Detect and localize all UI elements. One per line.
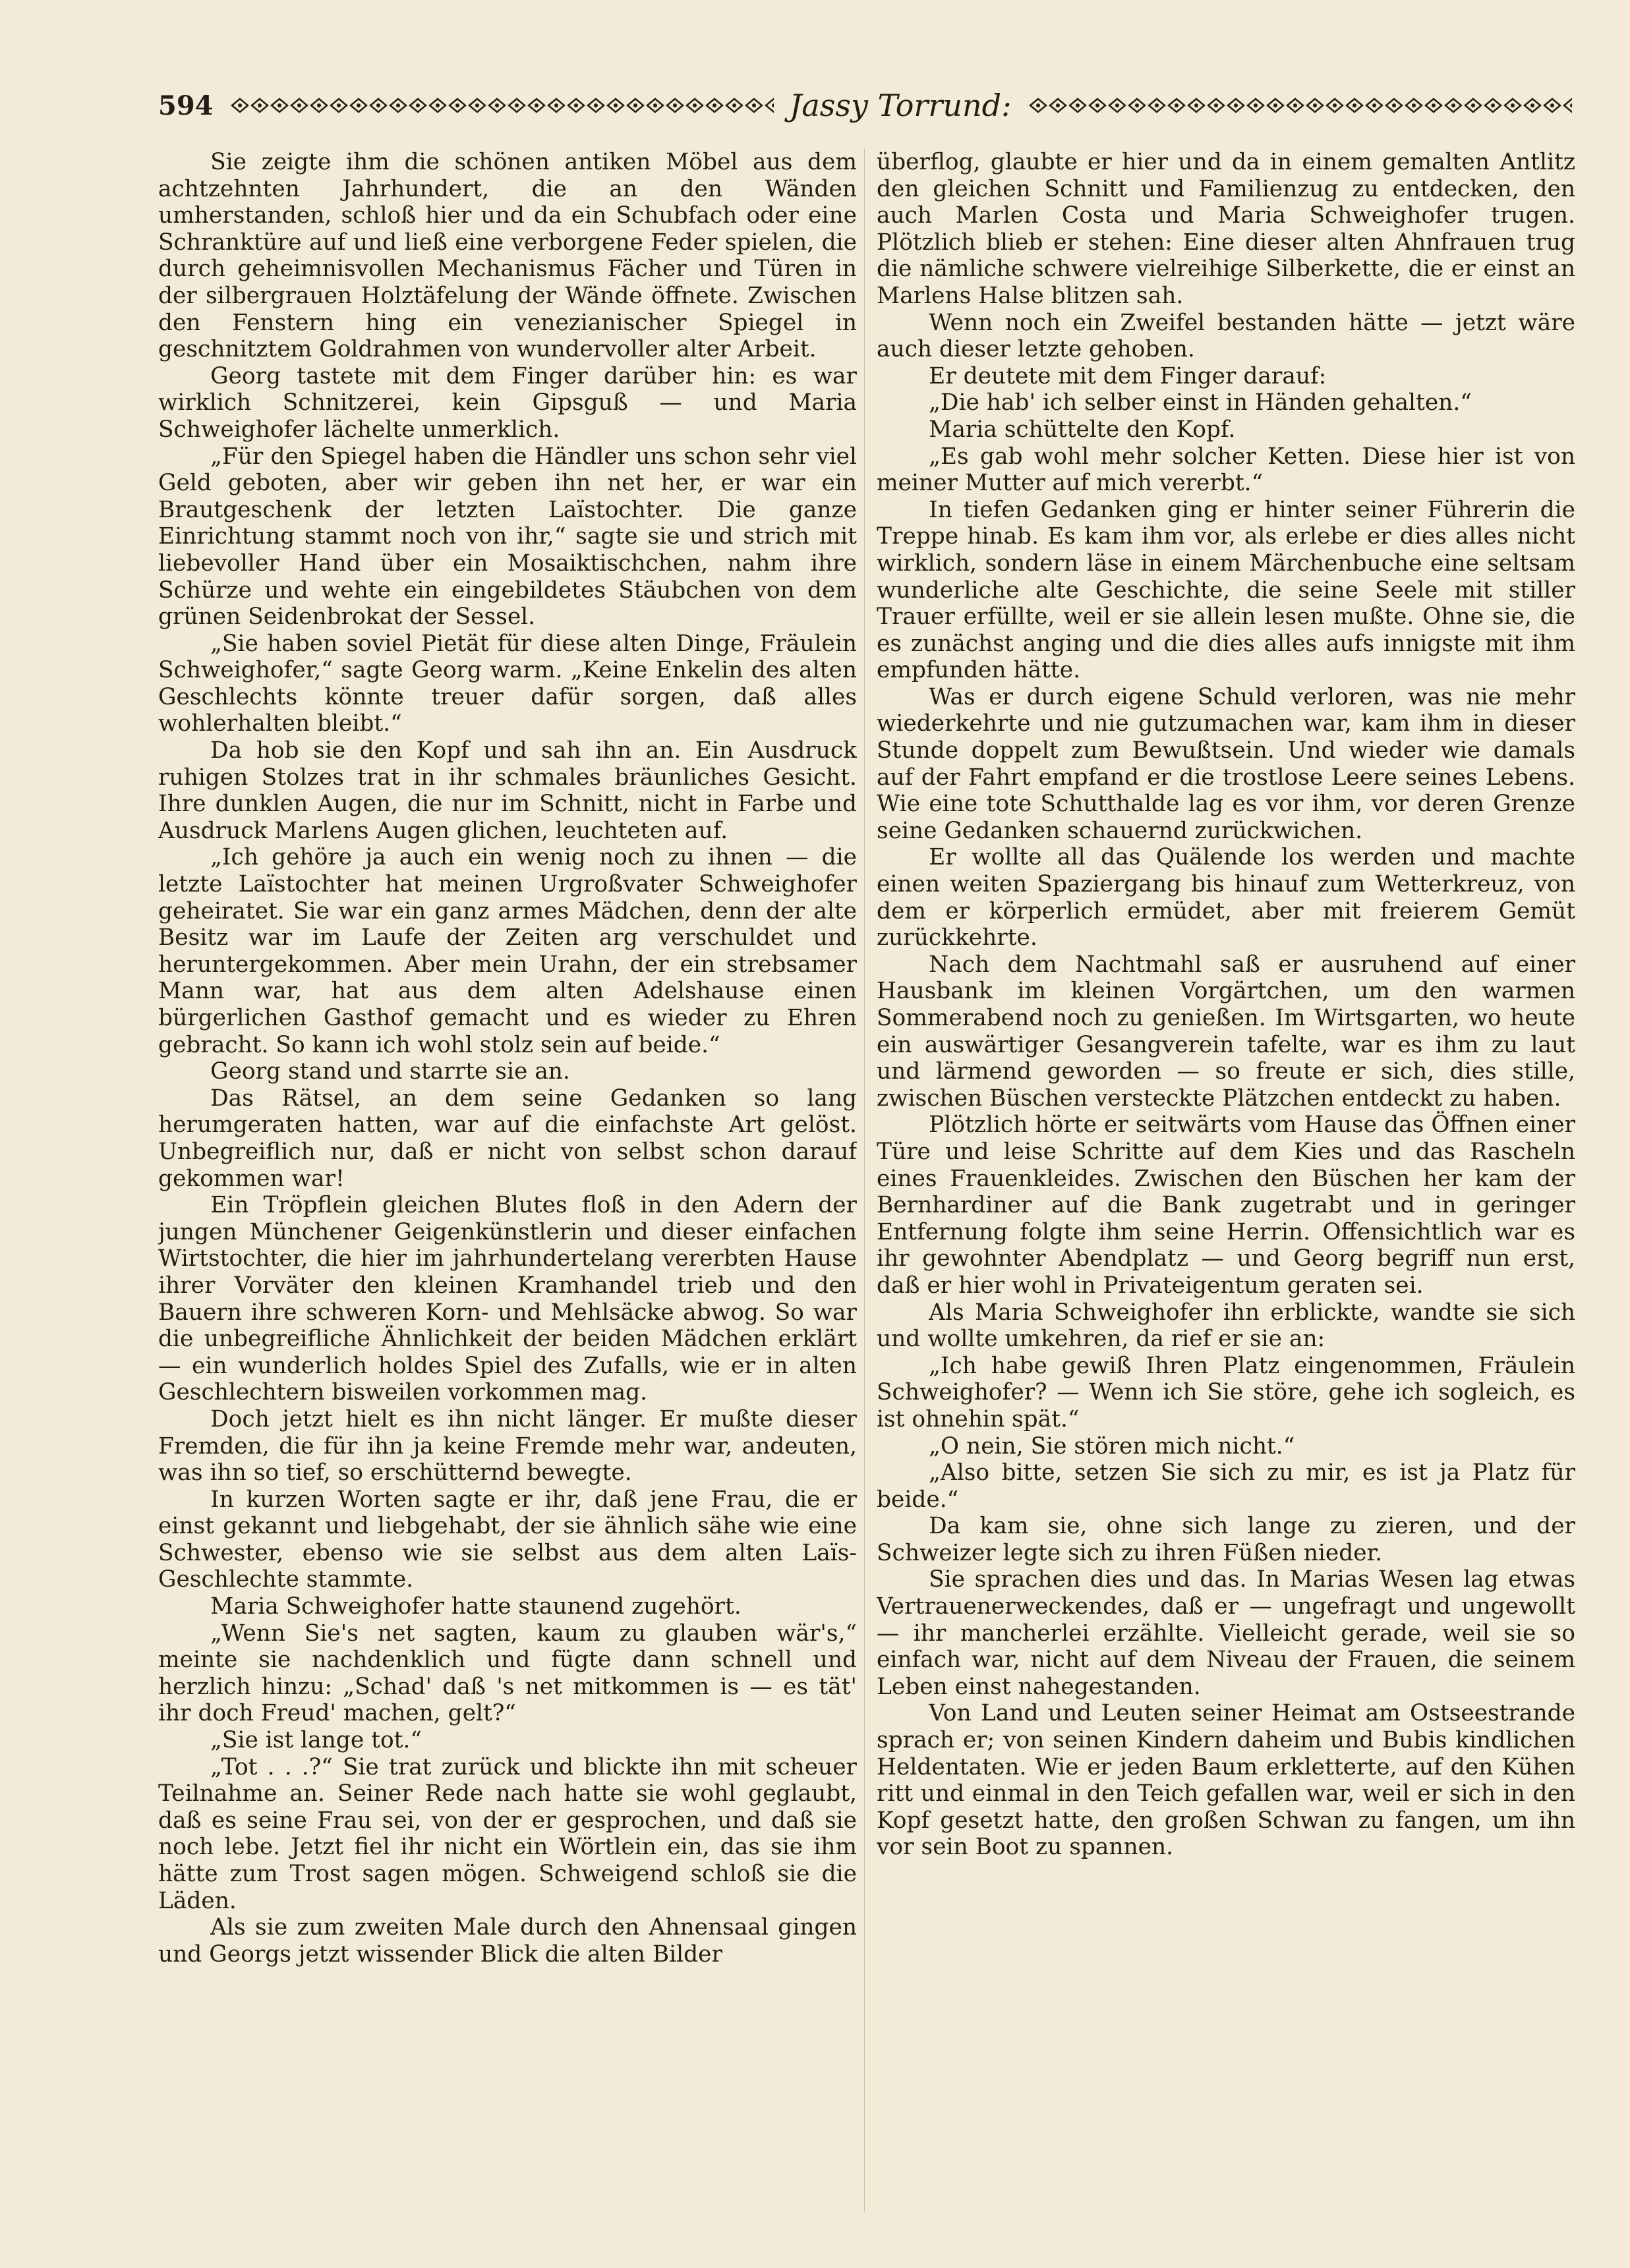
paragraph: „Also bitte, setzen Sie sich zu mir, es ist ja Platz für beide.“ <box>877 1460 1575 1513</box>
ornament-dot <box>1491 103 1495 107</box>
ornament-dot <box>1273 103 1277 107</box>
paragraph: Von Land und Leuten seiner Heimat am Ostseestrande sprach er; von seinen Kindern daheim und Bubis kindlichen Heldentaten. Wie er jeden Baum erkletterte, auf den Kühen ritt und einmal in den Teich gefallen war, weil er sich in den Kopf gesetzt hatte, den großen Schwan zu fangen, um ihn vor sein Boot zu spannen. <box>877 1700 1575 1861</box>
ornament-dot <box>297 103 301 107</box>
ornament-dot <box>1412 103 1416 107</box>
paragraph: „O nein, Sie stören mich nicht.“ <box>929 1432 1295 1460</box>
ornament-dot <box>1194 103 1198 107</box>
paragraph: Georg stand und starrte sie an. <box>210 1058 570 1085</box>
ornament-dot <box>337 103 341 107</box>
ornament-dot <box>732 103 736 107</box>
paragraph: Das Rätsel, an dem seine Gedanken so lang herumgeraten hatten, war auf die einfachste Art gelöst. Unbegreiflich nur, daß er nicht von selbst schon darauf gekommen war! <box>158 1085 857 1192</box>
page-number: 594 <box>158 90 214 121</box>
ornament-dot <box>1095 103 1099 107</box>
ornament-dot <box>1234 103 1238 107</box>
paragraph: Maria schüttelte den Kopf. <box>929 416 1236 443</box>
ornament-dot <box>455 103 459 107</box>
ornament-dot <box>1214 103 1218 107</box>
running-header <box>158 84 1572 127</box>
ornament-dot <box>1451 103 1455 107</box>
ornament-dot <box>1372 103 1376 107</box>
paragraph: Wenn noch ein Zweifel bestanden hätte — jetzt wäre auch dieser letzte gehoben. <box>877 309 1575 363</box>
ornament-dot <box>713 103 716 107</box>
ornament-dot <box>1115 103 1119 107</box>
paragraph: Georg tastete mit dem Finger darüber hin: es war wirklich Schnitzerei, kein Gipsguß — und Maria Schweighofer lächelte unmerklich. <box>158 362 857 443</box>
paragraph: „Sie ist lange tot.“ <box>210 1727 422 1754</box>
paragraph: Da kam sie, ohne sich lange zu zieren, und der Schweizer legte sich zu ihren Füßen nieder. <box>877 1513 1575 1566</box>
paragraph: „Sie haben soviel Pietät für diese alten Dinge, Fräulein Schweighofer,“ sagte Georg warm. „Keine Enkelin des alten Geschlechts könnte treuer dafür sorgen, daß alles wohlerhalten bleibt.“ <box>158 630 857 737</box>
ornament-dot <box>1550 103 1554 107</box>
paragraph: Doch jetzt hielt es ihn nicht länger. Er mußte dieser Fremden, die für ihn ja keine Fremde mehr war, andeuten, was ihn so tief, so erschütternd bewegte. <box>158 1405 857 1487</box>
ornament-dot <box>653 103 657 107</box>
paragraph: Als Maria Schweighofer ihn erblickte, wandte sie sich und wollte umkehren, da rief er sie an: <box>877 1299 1575 1353</box>
paragraph: Plötzlich hörte er seitwärts vom Hause das Öffnen einer Türe und leise Schritte auf dem Kies und das Rascheln eines Frauenkleides. Zwischen den Büschen her kam der Bernhardiner auf die Bank zugetrabt und in geringer Entfernung folgte ihm seine Herrin. Offensichtlich war es ihr gewohnter Abendplatz — und Georg begriff nun erst, daß er hier wohl in Privateigentum geraten sei. <box>877 1112 1575 1299</box>
ornament-dot <box>1570 103 1572 107</box>
ornament-dot <box>475 103 479 107</box>
text-column-left <box>158 149 857 2211</box>
ornament-dot <box>772 103 774 107</box>
ornament-dot <box>1056 103 1060 107</box>
paragraph: Da hob sie den Kopf und sah ihn an. Ein Ausdruck ruhigen Stolzes trat in ihr schmales bräunliches Gesicht. Ihre dunklen Augen, die nur im Schnitt, nicht in Farbe und Ausdruck Marlens Augen glichen, leuchteten auf. <box>158 737 857 844</box>
running-title: Jassy Torrund: <box>789 88 1012 123</box>
ornament-dot <box>1530 103 1534 107</box>
ornament-dot <box>277 103 281 107</box>
column-gutter <box>864 149 865 2211</box>
ornament-dot <box>357 103 361 107</box>
ornament-dot <box>633 103 637 107</box>
ornament-dot <box>614 103 618 107</box>
ornament-diamonds-right <box>1028 97 1572 114</box>
ornament-dot <box>1333 103 1337 107</box>
ornament-dot <box>1313 103 1317 107</box>
paragraph: „Tot . . .?“ Sie trat zurück und blickte ihn mit scheuer Teilnahme an. Seiner Rede nach hatte sie wohl geglaubt, daß es seine Frau sei, von der er gesprochen, und daß sie noch lebe. Jetzt fiel ihr nicht ein Wörtlein ein, das sie ihm hätte zum Trost sagen mögen. Schweigend schloß sie die Läden. <box>158 1753 857 1914</box>
ornament-dot <box>396 103 400 107</box>
ornament-dot <box>376 103 380 107</box>
ornament-dot <box>1135 103 1139 107</box>
ornament-dot <box>1076 103 1080 107</box>
ornament-dot <box>515 103 519 107</box>
paragraph: „Ich habe gewiß Ihren Platz eingenommen, Fräulein Schweighofer? — Wenn ich Sie störe, gehe ich sogleich, es ist ohnehin spät.“ <box>877 1352 1575 1432</box>
paragraph: In tiefen Gedanken ging er hinter seiner Führerin die Treppe hinab. Es kam ihm vor, als erlebe er dies alles nicht wirklich, sondern läse in einem Märchenbuche eine seltsam wunderliche alte Geschichte, die seine Seele mit stiller Trauer erfüllte, weil er sie allein lesen mußte. Ohne sie, die es zunächst anging und die dies alles aufs innigste mit ihm empfunden hätte. <box>877 496 1575 684</box>
ornament-dot <box>554 103 558 107</box>
paragraph-continued: überflog, glaubte er hier und da in einem gemalten Antlitz den gleichen Schnitt und Familienzug zu entdecken, den auch Marlen Costa und Maria Schweighofer trugen. Plötzlich blieb er stehen: Eine dieser alten Ahnfrauen trug die nämliche schwere vielreihige Silberkette, die er einst an Marlens Halse blitzen sah. <box>877 149 1575 309</box>
ornament-dot <box>1392 103 1396 107</box>
ornament-dot <box>1471 103 1475 107</box>
paragraph: „Ich gehöre ja auch ein wenig noch zu ihnen — die letzte Laïstochter hat meinen Urgroßvater Schweighofer geheiratet. Sie war ein ganz armes Mädchen, denn der alte Besitz war im Laufe der Zeiten arg verschuldet und heruntergekommen. Aber mein Urahn, der ein strebsamer Mann war, hat aus dem alten Adelshause einen bürgerlichen Gasthof gemacht und es wieder zu Ehren gebracht. So kann ich wohl stolz sein auf beide.“ <box>158 844 857 1058</box>
paragraph: „Die hab' ich selber einst in Händen gehalten.“ <box>929 389 1472 416</box>
paragraph: Nach dem Nachtmahl saß er ausruhend auf einer Hausbank im kleinen Vorgärtchen, um den warmen Sommerabend noch zu genießen. Im Wirtsgarten, wo heute ein auswärtiger Gesangverein tafelte, war es ihm zu laut und lärmend geworden — so freute er sich, dies stille, zwischen Büschen versteckte Plätzchen entdeckt zu haben. <box>877 951 1575 1112</box>
ornament-dot <box>693 103 697 107</box>
ornament-dot <box>1293 103 1297 107</box>
paragraph: Maria Schweighofer hatte staunend zugehört. <box>210 1593 742 1620</box>
paragraph: „Wenn Sie's net sagten, kaum zu glauben wär's,“ meinte sie nachdenklich und fügte dann schnell und herzlich hinzu: „Schad' daß 's net mitkommen is — es tät' ihr doch Freud' machen, gelt?“ <box>158 1620 857 1727</box>
ornament-dot <box>594 103 598 107</box>
ornament-dot <box>673 103 677 107</box>
paragraph: „Für den Spiegel haben die Händler uns schon sehr viel Geld geboten, aber wir geben ihn net her, er war ein Brautgeschenk der letzten Laïstochter. Die ganze Einrichtung stammt noch von ihr,“ sagte sie und strich mit liebevoller Hand über ein Mosaiktischchen, nahm ihre Schürze und wehte ein eingebildetes Stäubchen von dem grünen Seidenbrokat der Sessel. <box>158 443 857 631</box>
ornament-dot <box>1175 103 1179 107</box>
ornament-dot <box>436 103 440 107</box>
ornament-dot <box>495 103 499 107</box>
ornament-diamonds-left <box>229 97 774 114</box>
ornament-rule-left <box>229 97 774 114</box>
ornament-dot <box>1432 103 1436 107</box>
ornament-dot <box>574 103 578 107</box>
ornament-dot <box>752 103 756 107</box>
ornament-dot <box>258 103 262 107</box>
ornament-rule-right <box>1028 97 1572 114</box>
paragraph: Sie sprachen dies und das. In Marias Wesen lag etwas Vertrauenerweckendes, daß er — ungefragt und ungewollt — ihr mancherlei erzählte. Vielleicht gerade, weil sie so einfach war, nicht auf dem Niveau der Frauen, die seinem Leben einst nahegestanden. <box>877 1566 1575 1700</box>
ornament-dot <box>1254 103 1258 107</box>
ornament-dot <box>1036 103 1040 107</box>
ornament-dot <box>535 103 538 107</box>
ornament-dot <box>238 103 242 107</box>
ornament-dot <box>317 103 321 107</box>
paragraph: Er deutete mit dem Finger darauf: <box>929 362 1327 389</box>
text-column-right <box>877 149 1575 2211</box>
paragraph: Sie zeigte ihm die schönen antiken Möbel aus dem achtzehnten Jahrhundert, die an den Wänden umherstanden, schloß hier und da ein Schubfach oder eine Schranktüre auf und ließ eine verborgene Feder spielen, die durch geheimnisvollen Mechanismus Fächer und Türen in der silbergrauen Holztäfelung der Wände öffnete. Zwischen den Fenstern hing ein venezianischer Spiegel in geschnitztem Goldrahmen von wundervoller alter Arbeit. <box>158 149 857 363</box>
paragraph: Er wollte all das Quälende los werden und machte einen weiten Spaziergang bis hinauf zum Wetterkreuz, von dem er körperlich ermüdet, aber mit freierem Gemüt zurückkehrte. <box>877 844 1575 951</box>
paragraph: Ein Tröpflein gleichen Blutes floß in den Adern der jungen Münchener Geigenkünstlerin und dieser einfachen Wirtstochter, die hier im jahrhundertelang vererbten Hause ihrer Vorväter den kleinen Kramhandel trieb und den Bauern ihre schweren Korn- und Mehlsäcke abwog. So war die unbegreifliche Ähnlichkeit der beiden Mädchen erklärt — ein wunderlich holdes Spiel des Zufalls, wie er in alten Geschlechtern bisweilen vorkommen mag. <box>158 1192 857 1406</box>
ornament-dot <box>1511 103 1515 107</box>
ornament-dot <box>1353 103 1356 107</box>
paragraph: Als sie zum zweiten Male durch den Ahnensaal gingen und Georgs jetzt wissender Blick die alten Bilder <box>158 1914 857 1968</box>
ornament-dot <box>1155 103 1159 107</box>
paragraph: „Es gab wohl mehr solcher Ketten. Diese hier ist von meiner Mutter auf mich vererbt.“ <box>877 443 1575 497</box>
paragraph: In kurzen Worten sagte er ihr, daß jene Frau, die er einst gekannt und liebgehabt, der sie ähnlich sähe wie eine Schwester, ebenso wie sie selbst aus dem alten Laïs-Geschlechte stammte. <box>158 1486 857 1593</box>
ornament-dot <box>416 103 420 107</box>
paragraph: Was er durch eigene Schuld verloren, was nie mehr wiederkehrte und nie gutzumachen war, kam ihm in dieser Stunde doppelt zum Bewußtsein. Und wieder wie damals auf der Fahrt empfand er die trostlose Leere seines Lebens. Wie eine tote Schutthalde lag es vor ihm, vor deren Grenze seine Gedanken schauernd zurückwichen. <box>877 683 1575 844</box>
